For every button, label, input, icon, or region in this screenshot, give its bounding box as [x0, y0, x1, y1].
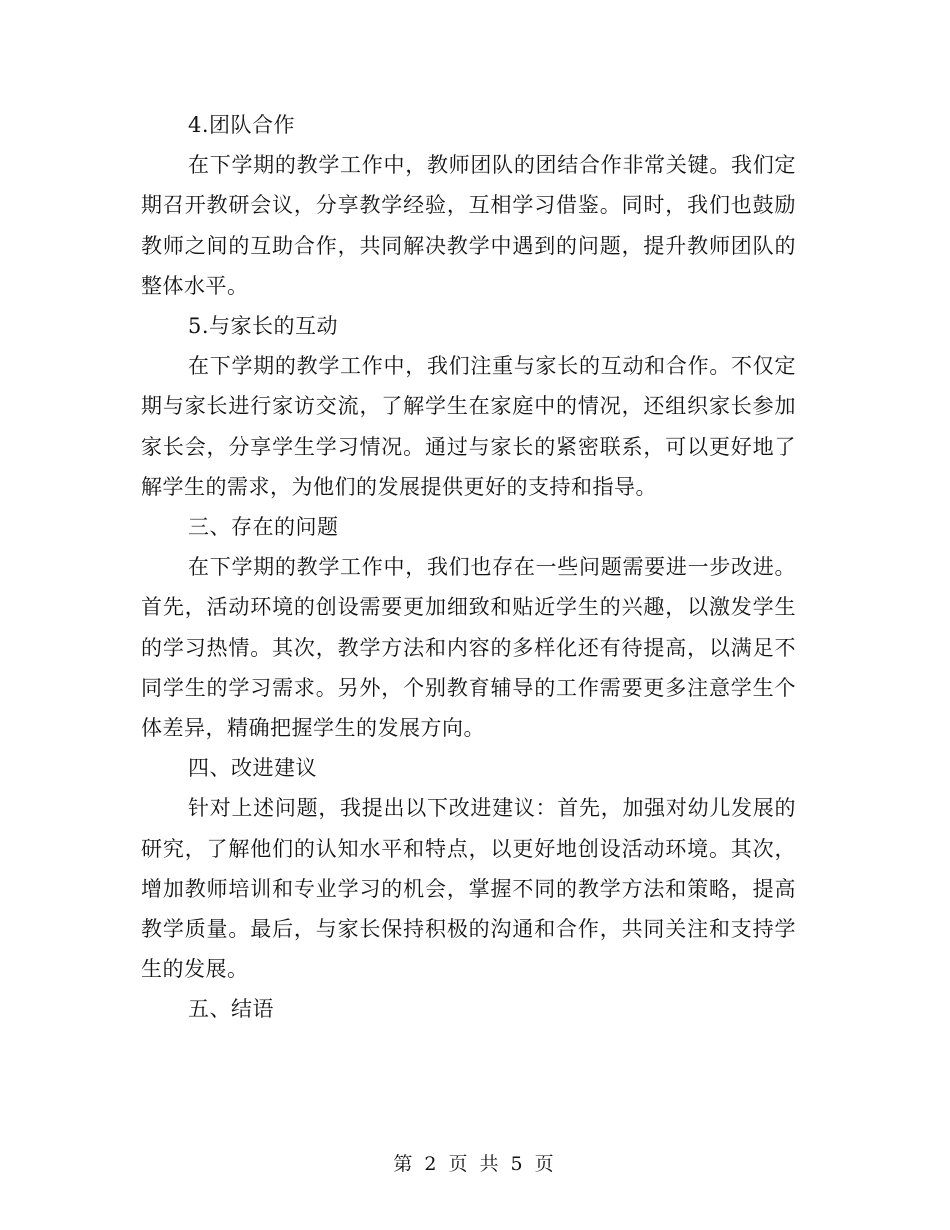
page-footer: 第 2 页 共 5 页 [393, 1153, 557, 1175]
section-heading: 五、结语 [188, 997, 274, 1022]
section-paragraph: 在下学期的教学工作中，我们注重与家长的互动和合作。不仅定期与家长进行家访交流，了解学生在家庭中的情况，还组织家长参加家长会，分享学生学习情况。通过与家长的紧密联系，可以更好地了解学生的需求，为他们的发展提供更好的支持和指导。 [141, 354, 796, 499]
page-content [141, 105, 796, 1030]
section-heading: 三、存在的问题 [188, 515, 339, 540]
section-paragraph: 在下学期的教学工作中，我们也存在一些问题需要进一步改进。首先，活动环境的创设需要更加细致和贴近学生的兴趣，以激发学生的学习热情。其次，教学方法和内容的多样化还有待提高，以满足不同学生的学习需求。另外，个别教育辅导的工作需要更多注意学生个体差异，精确把握学生的发展方向。 [141, 555, 796, 741]
section-heading: 4.团队合作 [188, 113, 296, 137]
section-paragraph: 针对上述问题，我提出以下改进建议：首先，加强对幼儿发展的研究，了解他们的认知水平和特点，以更好地创设活动环境。其次，增加教师培训和专业学习的机会，掌握不同的教学方法和策略，提高教学质量。最后，与家长保持积极的沟通和合作，共同关注和支持学生的发展。 [141, 796, 796, 982]
section-heading: 四、改进建议 [188, 756, 317, 781]
section-paragraph: 在下学期的教学工作中，教师团队的团结合作非常关键。我们定期召开教研会议，分享教学经验，互相学习借鉴。同时，我们也鼓励教师之间的互助合作，共同解决教学中遇到的问题，提升教师团队的整体水平。 [141, 153, 796, 298]
section-heading: 5.与家长的互动 [188, 314, 339, 339]
